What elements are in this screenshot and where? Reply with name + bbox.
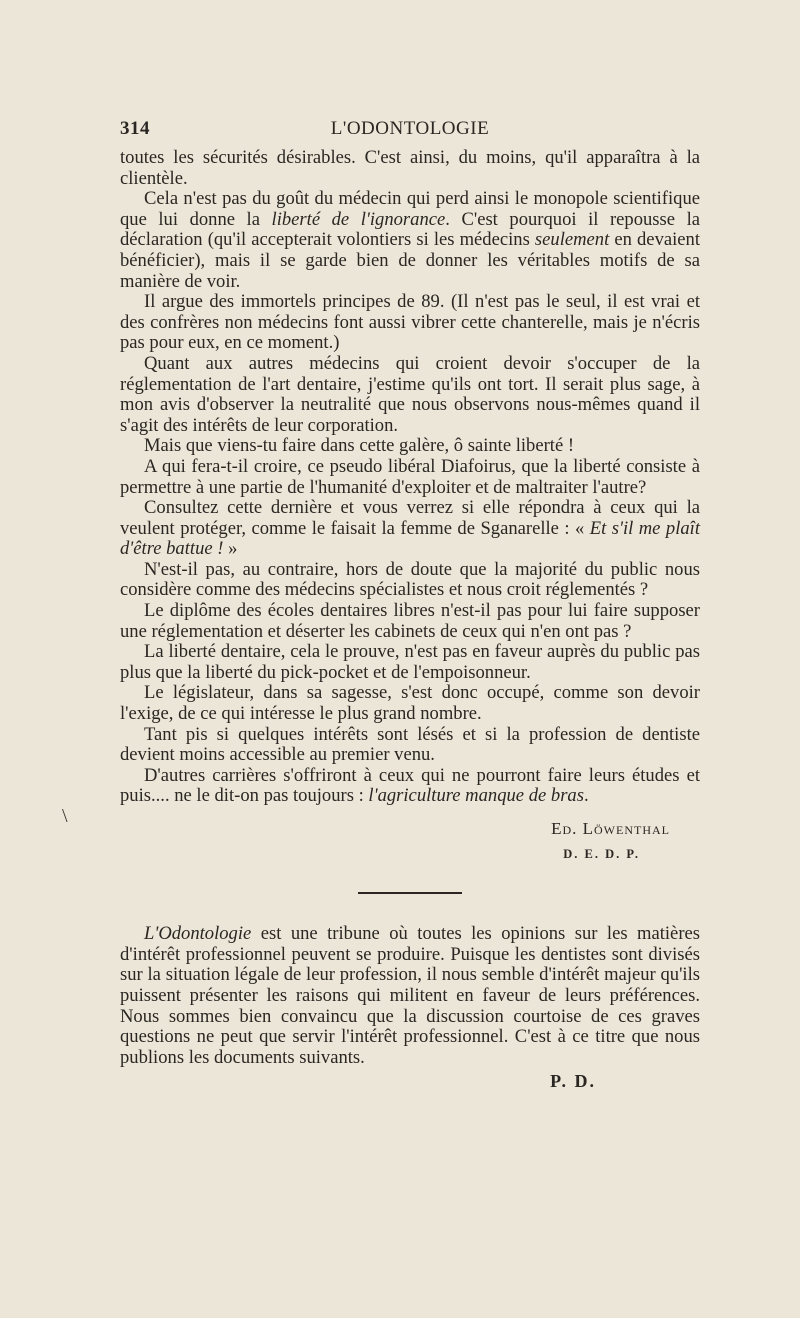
paragraph: Mais que viens-tu faire dans cette galère, ô sainte liberté ! [144,435,575,457]
paragraph: A qui fera-t-il croire, ce pseudo libéral Diafoirus, que la liberté consiste à permettre à une partie de l'humanité d'exploiter et de maltraiter l'autre? [120,455,700,498]
paragraph: Tant pis si quelques intérêts sont lésés et si la profession de dentiste devient moins accessible au premier venu. [120,723,700,766]
paragraph: D'autres carrières s'offriront à ceux qui ne pourront faire leurs études et puis.... ne le dit-on pas toujours : l'agriculture manque de bras. [120,764,700,807]
author-credentials: D. E. D. P. [563,846,640,861]
paragraph: Cela n'est pas du goût du médecin qui perd ainsi le monopole scientifique que lui donne la liberté de l'ignorance. C'est pourquoi il repousse la déclaration (qu'il accepterait volontiers si les médecins seulement en devaient bénéficier), mais il se garde bien de donner les véritables motifs de sa manière de voir. [120,188,700,292]
paragraph: Le législateur, dans sa sagesse, s'est donc occupé, comme son devoir l'exige, de ce qui intéresse le plus grand nombre. [120,682,700,725]
paragraph: Quant aux autres médecins qui croient devoir s'occuper de la réglementation de l'art dentaire, j'estime qu'ils ont tort. Il serait plus sage, à mon avis d'observer la neutralité que nous observons nous-mêmes quand il s'agit des intérêts de leur corporation. [120,352,700,436]
paragraph: Consultez cette dernière et vous verrez si elle répondra à ceux qui la veulent protéger, comme le faisait la femme de Sganarelle : « Et s'il me plaît d'être battue ! » [120,497,700,560]
emphasis: seulement [534,229,610,251]
page-number: 314 [120,118,150,139]
journal-title: L'Odontologie [144,923,252,945]
paragraph: Le diplôme des écoles dentaires libres n'est-il pas pour lui faire supposer une réglementation et déserter les cabinets de ceux qui n'en ont pas ? [120,600,700,642]
emphasis: liberté de l'ignorance [271,208,446,230]
page-header [120,118,700,146]
article-body [120,148,700,1092]
author-signature: Ed. Löwenthal [551,819,670,838]
editorial-note: L'Odontologie est une tribune où toutes les opinions sur les matières d'intérêt professionnel peuvent se produire. Puisque les dentistes sont divisés sur la situation légale de leur profession, il nous semble d'intérêt majeur qu'ils puissent présenter les raisons qui militent en faveur de leurs préférences. Nous sommes bien convaincu que la discussion courtoise de ces graves questions ne peut que servir l'intérêt professionnel. C'est à ce titre que nous publions les documents suivants. [120,923,700,1068]
separator-rule [358,892,462,894]
paragraph: Il argue des immortels principes de 89. (Il n'est pas le seul, il est vrai et des confrères non médecins font aussi vibrer cette chanterelle, mais je n'écris pas pour eux, en ce moment.) [120,291,700,354]
running-head: L'ODONTOLOGIE [330,118,490,139]
emphasis: l'agriculture manque de bras [368,785,584,807]
paragraph: La liberté dentaire, cela le prouve, n'est pas en faveur auprès du public pas plus que la liberté du pick-pocket et de l'empoisonneur. [120,641,700,683]
margin-mark: \ [62,805,68,827]
emphasis: Et s'il me plaît d'être battue ! [120,517,700,560]
paragraph: N'est-il pas, au contraire, hors de doute que la majorité du public nous considère comme des médecins spécialistes et nous croit réglementés ? [120,558,700,601]
editor-initials: P. D. [550,1071,596,1092]
paragraph: toutes les sécurités désirables. C'est ainsi, du moins, qu'il apparaîtra à la clientèle. [120,147,700,189]
